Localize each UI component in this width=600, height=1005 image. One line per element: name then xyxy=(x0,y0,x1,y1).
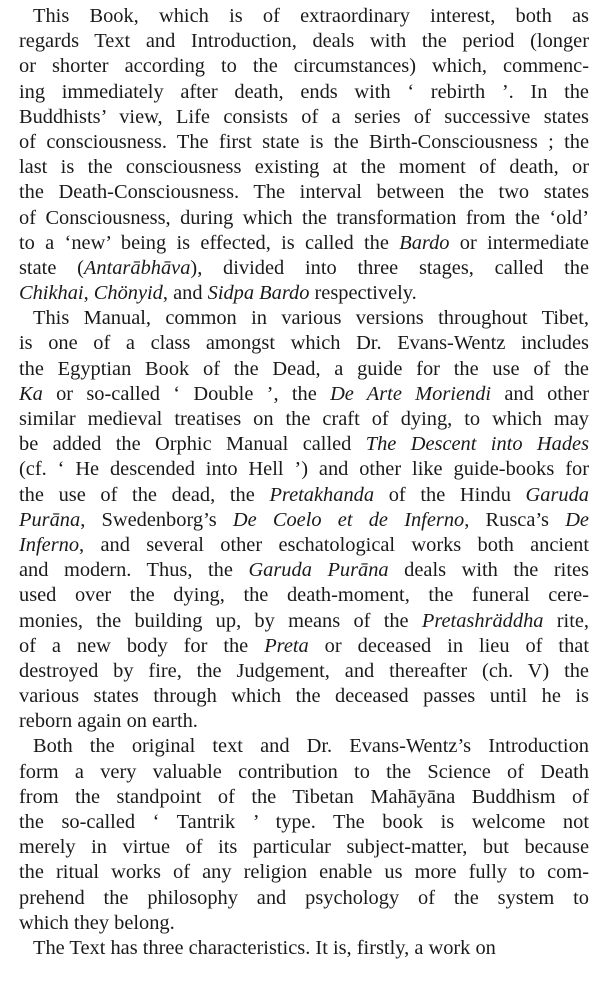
text-line: ing immediately after death, ends with ‘ rebirth ’. In the xyxy=(19,80,589,103)
text-line: Chikhai, Chönyid, and Sidpa Bardo respectively. xyxy=(19,282,417,305)
text-line: monies, the building up, by means of the Pretashräddha rite, xyxy=(19,609,589,632)
paragraph xyxy=(19,306,589,734)
text-line: the ritual works of any religion enable us more fully to com- xyxy=(19,861,589,884)
text-line: various states through which the deceased passes until he is xyxy=(19,685,589,708)
text-line: form a very valuable contribution to the Science of Death xyxy=(19,760,589,783)
text-line: to a ‘new’ being is effected, is called the Bardo or intermediate xyxy=(19,231,589,254)
text-line: from the standpoint of the Tibetan Mahāyāna Buddhism of xyxy=(19,785,589,808)
text-line: Purāna, Swedenborg’s De Coelo et de Inferno, Rusca’s De xyxy=(19,508,589,531)
text-line: This Manual, common in various versions throughout Tibet, xyxy=(33,307,589,330)
text-line: Both the original text and Dr. Evans-Wentz’s Introduction xyxy=(33,735,589,758)
text-line: Buddhists’ view, Life consists of a series of successive states xyxy=(19,105,589,128)
text-line: used over the dying, the death-moment, the funeral cere- xyxy=(19,584,589,607)
text-line: or shorter according to the circumstances) which, commenc- xyxy=(19,55,589,78)
text-line: reborn again on earth. xyxy=(19,710,198,733)
text-line: regards Text and Introduction, deals with the period (longer xyxy=(19,30,589,53)
text-line: similar medieval treatises on the craft of dying, to which may xyxy=(19,408,589,430)
text-line: is one of a class amongst which Dr. Evans-Wentz includes xyxy=(19,332,589,355)
text-line: last is the consciousness existing at the moment of death, or xyxy=(19,156,589,179)
text-line: of Consciousness, during which the transformation from the ‘old’ xyxy=(19,206,589,229)
text-line: (cf. ‘ He descended into Hell ’) and other like guide-books for xyxy=(19,458,589,481)
text-line: This Book, which is of extraordinary interest, both as xyxy=(33,5,589,27)
paragraph xyxy=(19,4,589,306)
text-line: state (Antarābhāva), divided into three stages, called the xyxy=(19,256,589,279)
text-line: and modern. Thus, the Garuda Purāna deals with the rites xyxy=(19,559,589,582)
text-body xyxy=(19,4,589,961)
text-line: be added the Orphic Manual called The Descent into Hades xyxy=(19,433,589,456)
text-line: the Egyptian Book of the Dead, a guide for the use of the xyxy=(19,357,589,380)
text-line: the so-called ‘ Tantrik ’ type. The book is welcome not xyxy=(19,811,589,833)
text-line: Ka or so-called ‘ Double ’, the De Arte Moriendi and other xyxy=(19,382,589,405)
text-line: the Death-Consciousness. The interval between the two states xyxy=(19,181,589,204)
paragraph xyxy=(19,734,589,936)
text-line: of a new body for the Preta or deceased in lieu of that xyxy=(19,634,589,657)
text-line: the use of the dead, the Pretakhanda of the Hindu Garuda xyxy=(19,483,589,506)
text-line: destroyed by fire, the Judgement, and thereafter (ch. V) the xyxy=(19,659,589,682)
text-line: Inferno, and several other eschatological works both ancient xyxy=(19,533,589,556)
text-line: prehend the philosophy and psychology of the system to xyxy=(19,886,589,909)
text-line: merely in virtue of its particular subject-matter, but because xyxy=(19,836,589,859)
text-line: of consciousness. The first state is the Birth-Consciousness ; the xyxy=(19,130,589,153)
text-line: which they belong. xyxy=(19,911,175,934)
text-line: The Text has three characteristics. It is, firstly, a work on xyxy=(33,936,496,959)
paragraph xyxy=(19,936,589,961)
